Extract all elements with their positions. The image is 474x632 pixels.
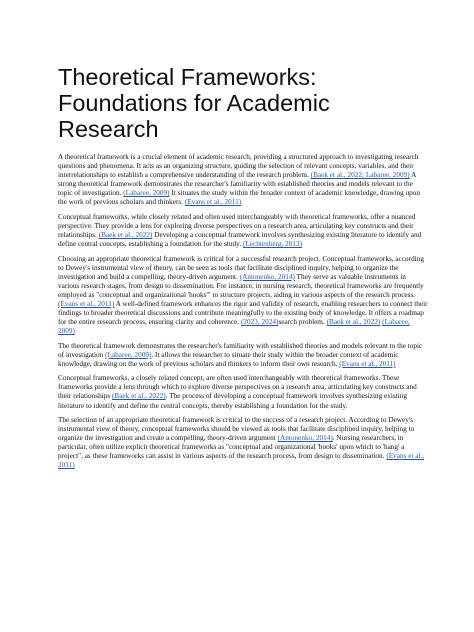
paragraph-text: . Nursing researchers, in particular, often utilize explicit theoretical frameworks as "conceptual and organizational 'hooks' upon which to 'hang' a project", as these frameworks can assist in various aspects of the research process, from design to dissemination. [58,434,405,461]
document-body [58,153,428,470]
paragraph [58,255,428,337]
paragraph-text: It situates the study within the broader context of academic knowledge, drawing upon the work of previous scholars and thinkers. [58,189,421,207]
paragraph-text: Conceptual frameworks, while closely related and often used interchangeably with theoretical frameworks, offer a nuanced perspective. They provide a lens for exploring diverse perspectives on a research area, articulating key constructs and their relationships. [58,212,416,240]
paragraph-text: Choosing an appropriate theoretical framework is critical for a successful research project. Conceptual frameworks, according to Dewey's instrumental view of theory, can be seen as tools that facilitate disciplined inquiry, helping to organize the investigation and build a compelling, theory-driven argument. [58,254,424,281]
paragraph [58,342,428,369]
paragraph-text: The selection of an appropriate theoretical framework is critical to the success of a research project. According to Dewey's instrumental view of theory, conceptual frameworks should be viewed as tools that facilitate disciplined inquiry, helping to organize the investigation and create a compelling, theory-driven argument [58,415,415,443]
citation-link[interactable]: (Labaree, 2009) [105,350,152,359]
paragraph [58,153,428,208]
paragraph-text: search problem. [278,318,327,327]
citation-link[interactable]: (Evans et al., 2011) [184,198,242,207]
citation-link[interactable]: (Antonenko, 2014) [277,434,333,443]
citation-link[interactable]: (Labaree, 2009) [123,189,170,198]
citation-link[interactable]: (Evans et al., 2011) [58,300,115,308]
paragraph-text: Conceptual frameworks, a closely related concept, are often used interchangeably with theoretical frameworks. These frameworks provide a lens through which to explore diverse perspectives on a research area, articulating key constructs and their relationships [58,374,417,401]
paragraph-text: Developing a conceptual framework involves synthesizing existing literature to identify and define central concepts, establishing a foundation for the study. [58,231,422,249]
paragraph-text: . It allows the researcher to situate their study within the broader context of academic knowledge, drawing on the work of previous scholars and thinkers to inform their own research. [58,350,399,368]
citation-link[interactable]: (Baek et al., 2022; Labaree, 2009) [310,171,410,180]
citation-link[interactable]: (Baek et al., 2022) [326,318,381,327]
citation-link[interactable]: (Labaree, 2009) [58,318,410,336]
paragraph-text: The theoretical framework demonstrates the researcher's familiarity with established theories and models relevant to the topic of investigation [58,341,423,359]
paragraph [58,213,428,249]
paragraph-text: They serve as valuable instruments in various research stages, from design to dissemination. For instance, in nursing research, theoretical frameworks are frequently employed as "conceptual and organizational 'hooks'" to structure projects, aiding in various aspects of the research process. [58,272,424,299]
document-title: Theoretical Frameworks: Foundations for Academic Research [58,64,330,142]
citation-link[interactable]: (Antonenko, 2014) [239,272,295,281]
citation-link[interactable]: (Baek et al., 2022) [111,392,166,401]
citation-link[interactable]: (2023, 2024) [240,318,279,327]
paragraph [58,416,428,471]
citation-link[interactable]: (Evans et al., 2011) [339,359,396,368]
paragraph [58,374,428,410]
citation-link[interactable]: (Evans et al., 2011) [58,452,425,470]
citation-link[interactable]: (Lechtenberg, 2013) [242,240,303,249]
citation-link[interactable]: (Baek et al., 2022) [98,231,153,240]
paragraph-text: A strong theoretical framework demonstrates the researcher's familiarity with established theories and models relevant to the topic of investigation. [58,171,416,198]
paragraph-text: A theoretical framework is a crucial element of academic research, providing a structured approach to investigating research questions and phenomena. It acts as an organizing structure, guiding the selection of relevant concepts, variables, and their interrelationships to establish a comprehensive understanding of the research problem. [58,153,419,180]
paragraph-text: . The process of developing a conceptual framework involves synthesizing existing literature to identify and define the central concepts, thereby establishing a foundation for the study. [58,392,408,410]
paragraph-text: A well-defined framework enhances the rigor and validity of research, enabling researchers to connect their findings to broader theoretical discussions and contribute meaningfully to the existing body of knowledge. It offers a roadmap for the entire research process, ensuring clarity and coherence. [58,300,428,327]
